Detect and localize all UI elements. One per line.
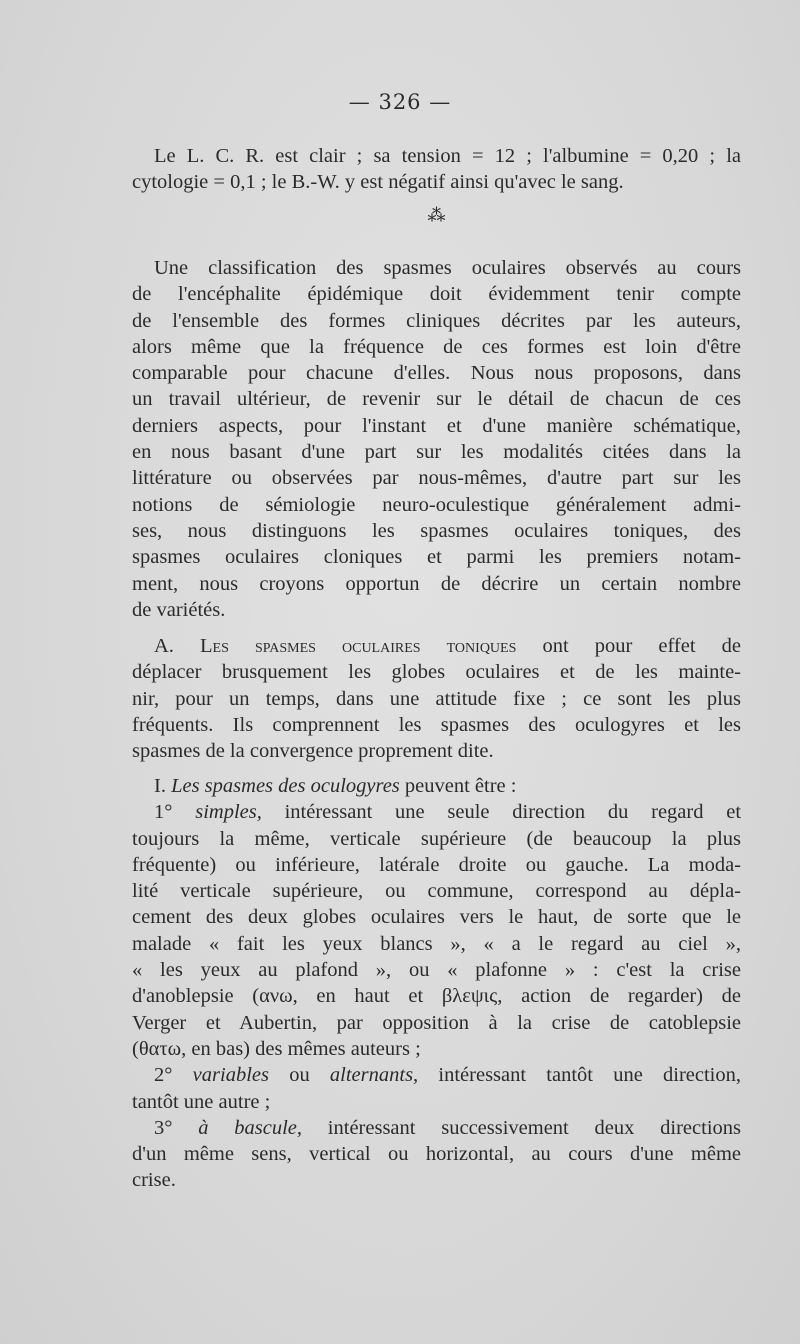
item-3-rest: intéressant successivement deux directions xyxy=(327,1116,742,1139)
text-line: lité verticale supérieure, ou commune, correspond au dépla- xyxy=(132,880,741,903)
section-a-prefix: A. xyxy=(154,635,174,657)
item-3-first-line xyxy=(132,1115,741,1141)
text-line: comparable pour chacune d'elles. Nous nous proposons, dans xyxy=(132,362,741,385)
item-2-number: 2° xyxy=(154,1064,173,1087)
item-2-term-1: variables xyxy=(192,1064,269,1087)
text-line: tantôt une autre ; xyxy=(132,1090,271,1113)
text-line: spasmes de la convergence proprement dite. xyxy=(132,740,494,763)
item-2-first-line xyxy=(132,1062,741,1088)
text-line: littérature ou observées par nous-mêmes, d'autre part sur les xyxy=(132,467,741,490)
section-i-rest: peuvent être : xyxy=(404,775,517,797)
section-a-rest: ont pour effet de xyxy=(542,635,741,657)
section-a-paragraph xyxy=(132,633,741,764)
text-line: cement des deux globes oculaires vers le haut, de sorte que le xyxy=(132,906,741,929)
text-line: « les yeux au plafond », ou « plafonne » : c'est la crise xyxy=(132,959,741,982)
text-line: d'anoblepsie (ανω, en haut et βλεψις, action de regarder) de xyxy=(132,985,741,1008)
text-line: Verger et Aubertin, par opposition à la crise de catoblepsie xyxy=(132,1011,741,1034)
text-line: fréquents. Ils comprennent les spasmes des oculogyres et les xyxy=(132,713,741,736)
item-1-number: 1° xyxy=(154,801,173,824)
text-line: cytologie = 0,1 ; le B.-W. y est négatif ainsi qu'avec le sang. xyxy=(132,171,624,193)
text-line: de variétés. xyxy=(132,598,226,621)
text-line: malade « fait les yeux blancs », « a le regard au ciel », xyxy=(132,932,741,955)
text-line: alors même que la fréquence de ces formes est loin d'être xyxy=(132,335,741,358)
section-i-prefix: I. xyxy=(154,775,166,797)
item-2-rest: intéressant tantôt une direction, xyxy=(438,1064,741,1087)
text-line: en nous basant d'une part sur les modalités citées dans la xyxy=(132,441,741,464)
text-line: ment, nous croyons opportun de décrire un certain nombre xyxy=(132,572,741,595)
item-3-number: 3° xyxy=(154,1116,173,1139)
page-number: — 326 — xyxy=(348,90,452,114)
section-a-heading: Les spasmes oculaires toniques xyxy=(200,635,517,657)
text-line: toujours la même, verticale supérieure (de beaucoup la plus xyxy=(132,827,741,850)
item-1-rest: intéressant une seule direction du regard et xyxy=(284,801,742,824)
item-2-conj: ou xyxy=(289,1064,310,1087)
text-line: nir, pour un temps, dans une attitude fixe ; ce sont les plus xyxy=(132,687,741,710)
oculogyres-section xyxy=(132,773,741,1194)
text-line: (θατω, en bas) des mêmes auteurs ; xyxy=(132,1037,421,1060)
text-line: de l'encéphalite épidémique doit évidemment tenir compte xyxy=(132,283,741,306)
text-line: derniers aspects, pour l'instant et d'une manière schématique, xyxy=(132,414,741,437)
text-line: spasmes oculaires cloniques et parmi les premiers notam- xyxy=(132,546,741,569)
text-line: notions de sémiologie neuro-oculestique généralement admi- xyxy=(132,493,741,516)
item-3-term: à bascule, xyxy=(198,1116,303,1139)
section-i-line xyxy=(132,773,741,799)
text-line: de l'ensemble des formes cliniques décrites par les auteurs, xyxy=(132,309,741,332)
item-1-term: simples, xyxy=(195,801,262,824)
text-line: déplacer brusquement les globes oculaires et de les mainte- xyxy=(132,661,741,684)
text-line: crise. xyxy=(132,1169,176,1192)
section-i-heading: Les spasmes des oculogyres xyxy=(171,775,400,797)
text-line: Le L. C. R. est clair ; sa tension = 12 ; l'albumine = 0,20 ; la xyxy=(154,145,741,167)
item-1-first-line xyxy=(132,799,741,825)
text-line: un travail ultérieur, de revenir sur le détail de chacun de ces xyxy=(132,388,741,411)
intro-paragraph xyxy=(132,143,741,195)
text-line: fréquente) ou inférieure, latérale droite ou gauche. La moda- xyxy=(132,853,741,876)
classification-paragraph xyxy=(132,255,741,623)
asterism-separator: ⁂ xyxy=(427,205,446,225)
text-line: Une classification des spasmes oculaires observés au cours xyxy=(154,257,741,279)
section-a-first-line xyxy=(132,633,741,659)
item-2-term-2: alternants, xyxy=(329,1064,419,1087)
text-line: ses, nous distinguons les spasmes oculaires toniques, des xyxy=(132,519,741,542)
text-line: d'un même sens, vertical ou horizontal, au cours d'une même xyxy=(132,1143,741,1166)
